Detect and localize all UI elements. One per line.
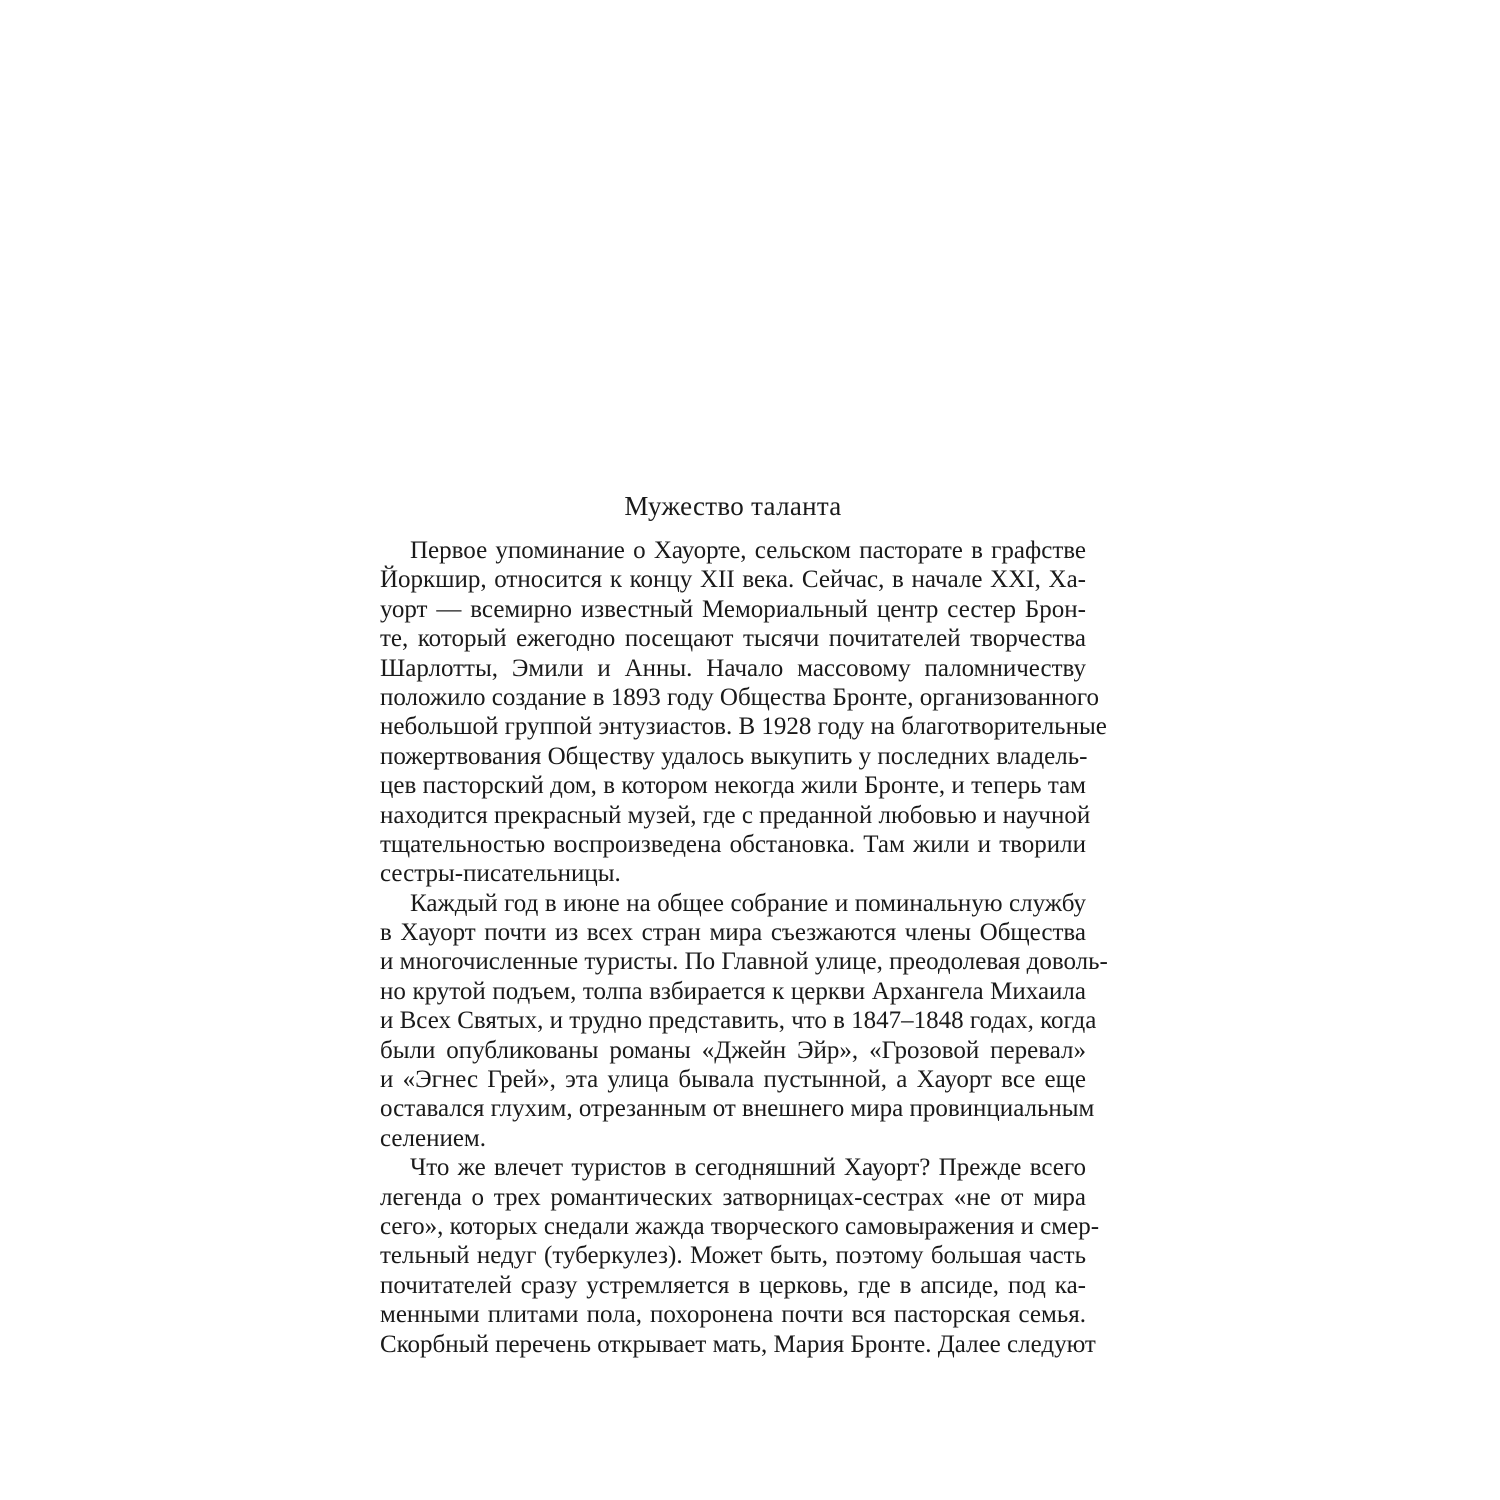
text-line: положило создание в 1893 году Общества Бронте, организованного xyxy=(380,683,1100,711)
text-line: были опубликованы романы «Джейн Эйр», «Грозовой перевал» xyxy=(380,1036,1086,1064)
text-line: селением. xyxy=(380,1124,486,1152)
text-line: Йоркшир, относится к концу XII века. Сейчас, в начале XXI, Ха- xyxy=(380,566,1086,594)
text-line: и Всех Святых, и трудно представить, что в 1847–1848 годах, когда xyxy=(380,1007,1097,1035)
text-line: находится прекрасный музей, где с преданной любовью и научной xyxy=(380,801,1091,829)
text-line: Шарлотты, Эмили и Анны. Начало массовому паломничеству xyxy=(380,654,1086,682)
text-line: тельный недуг (туберкулез). Может быть, поэтому большая часть xyxy=(380,1242,1086,1270)
text-line: почитателей сразу устремляется в церковь, где в апсиде, под ка- xyxy=(380,1271,1086,1299)
text-line: сего», которых снедали жажда творческого самовыражения и смер- xyxy=(380,1212,1100,1240)
paragraph xyxy=(380,889,1108,1154)
text-line: и многочисленные туристы. По Главной улице, преодолевая доволь- xyxy=(380,948,1108,976)
text-line: сестры-писательницы. xyxy=(380,860,621,888)
chapter-title: Мужество таланта xyxy=(624,491,842,521)
text-line: небольшой группой энтузиастов. В 1928 году на благотворительные xyxy=(380,713,1107,741)
text-line: пожертвования Обществу удалось выкупить у последних владель- xyxy=(380,742,1088,770)
text-line: те, который ежегодно посещают тысячи почитателей творчества xyxy=(380,625,1086,653)
text-line: Что же влечет туристов в сегодняшний Хауорт? Прежде всего xyxy=(410,1154,1086,1182)
text-line: Каждый год в июне на общее собрание и поминальную службу xyxy=(410,889,1086,917)
paragraph xyxy=(380,536,1107,889)
text-line: Первое упоминание о Хауорте, сельском пасторате в графстве xyxy=(410,537,1086,564)
text-line: оставался глухим, отрезанным от внешнего мира провинциальным xyxy=(380,1095,1095,1123)
text-line: в Хауорт почти из всех стран мира съезжаются члены Общества xyxy=(380,919,1086,947)
paragraph xyxy=(380,1153,1100,1359)
text-line: тщательностью воспроизведена обстановка. Там жили и творили xyxy=(380,830,1086,858)
text-line: и «Эгнес Грей», эта улица бывала пустынной, а Хауорт все еще xyxy=(380,1066,1086,1094)
text-line: цев пасторский дом, в котором некогда жили Бронте, и теперь там xyxy=(380,772,1086,800)
text-line: легенда о трех романтических затворницах-сестрах «не от мира xyxy=(380,1183,1086,1211)
page-text-block xyxy=(380,490,1108,1359)
text-line: менными плитами пола, похоронена почти вся пасторская семья. xyxy=(380,1301,1086,1329)
text-line: уорт — всемирно известный Мемориальный центр сестер Брон- xyxy=(380,595,1086,623)
text-line: но крутой подъем, толпа взбирается к церкви Архангела Михаила xyxy=(380,977,1086,1005)
text-line: Скорбный перечень открывает мать, Мария Бронте. Далее следуют xyxy=(380,1330,1096,1358)
